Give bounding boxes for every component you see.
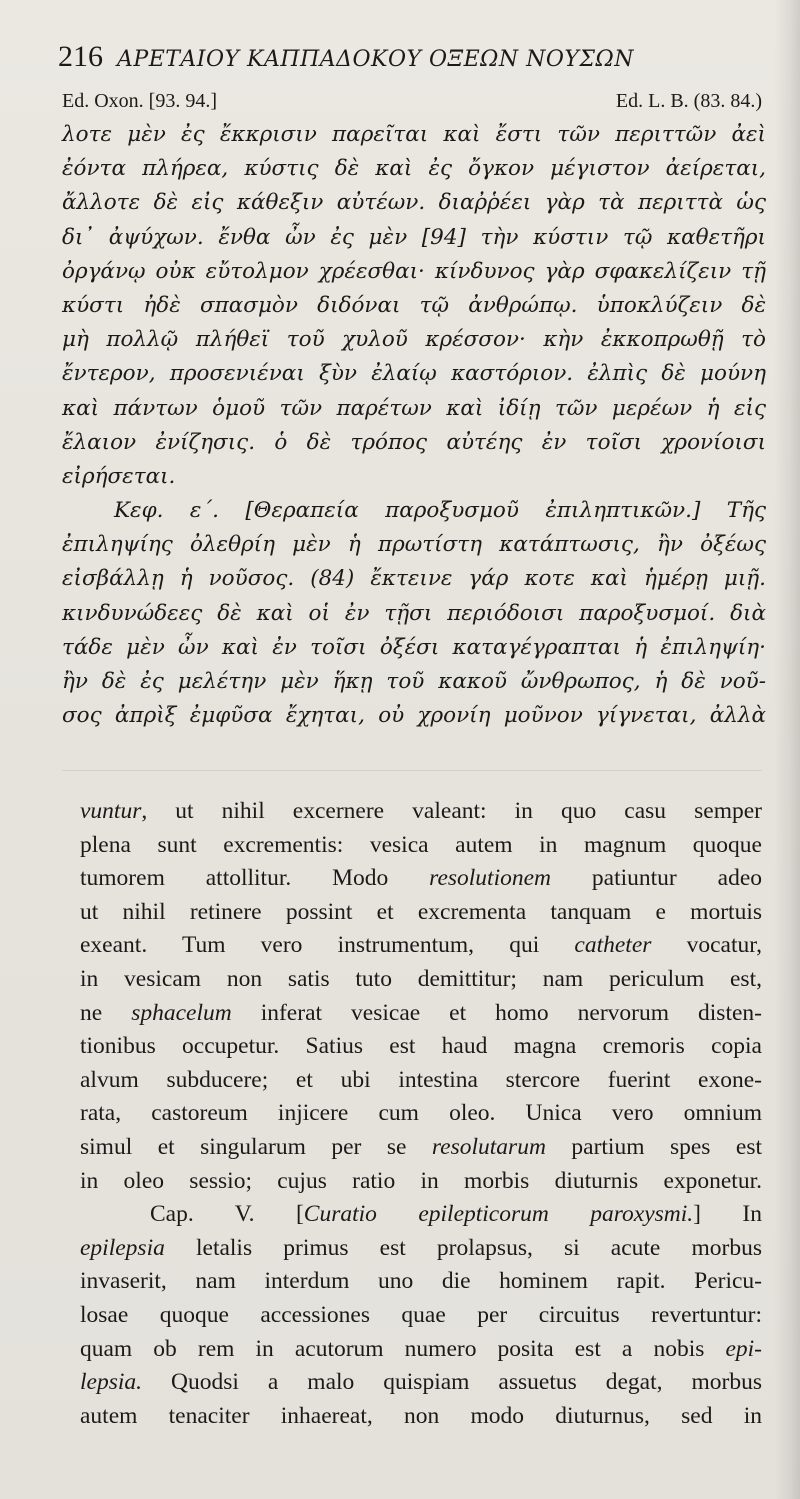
running-title: ΑΡΕΤΑΙΟΥ ΚΑΠΠΑΔΟΚΟΥ ΟΞΕΩΝ ΝΟΥΣΩΝ <box>117 47 634 72</box>
greek-line: καὶ πάντων ὁμοῦ τῶν παρέτων καὶ ἰδίῃ τῶν μερέων ἡ εἰς <box>62 395 766 421</box>
greek-line: ἔντερον, προσενιέναι ξὺν ἐλαίῳ καστόριον. ἐλπὶς δὲ μούνη <box>62 361 766 387</box>
latin-line: lepsia. Quodsi a malo quispiam assuetus degat, morbus <box>80 1369 762 1396</box>
greek-line: μὴ πολλῷ πλήθεϊ τοῦ χυλοῦ κρέσσον· κὴν ἐκκοπρωθῇ τὸ <box>62 327 766 353</box>
latin-line: quam ob rem in acutorum numero posita est a nobis epi- <box>80 1335 762 1362</box>
greek-chapter-heading-line: Κεφ. ε΄. [Θεραπεία παροξυσμοῦ ἐπιληπτικῶν.] Τῆς <box>114 498 766 524</box>
latin-line: invaserit, nam interdum uno die hominem rapit. Pericu- <box>80 1268 762 1295</box>
greek-line: ἢν δὲ ἐς μελέτην μὲν ἥκῃ τοῦ κακοῦ ὤνθρωπος, ἡ δὲ νοῦ- <box>62 669 766 694</box>
latin-line: exeant. Tum vero instrumentum, qui catheter vocatur, <box>80 932 762 959</box>
edition-lb-reference: Ed. L. B. (83. 84.) <box>615 90 762 112</box>
greek-line: ὀργάνῳ οὐκ εὔτολμον χρέεσθαι· κίνδυνος γὰρ σφακελίζειν τῇ <box>62 258 766 284</box>
latin-translation <box>80 795 762 1433</box>
latin-line: tionibus occupetur. Satius est haud magna cremoris copia <box>80 1033 762 1060</box>
latin-line: plena sunt excrementis: vesica autem in magnum quoque <box>80 831 762 858</box>
latin-line: epilepsia letalis primus est prolapsus, si acute morbus <box>80 1234 762 1261</box>
latin-line: losae quoque accessiones quae per circuitus revertuntur: <box>80 1301 762 1328</box>
latin-line: ut nihil retinere possint et excrementa tanquam e mortuis <box>80 898 762 925</box>
greek-line: δι᾿ ἀψύχων. ἔνθα ὦν ἐς μὲν [94] τὴν κύστιν τῷ καθετῆρι <box>62 224 766 250</box>
page-header <box>58 40 758 80</box>
latin-line: simul et singularum per se resolutarum partium spes est <box>80 1133 763 1160</box>
greek-line: τάδε μὲν ὦν καὶ ἐν τοῖσι ὀξέσι καταγέγραπται ἡ ἐπιληψίη· <box>62 634 766 660</box>
greek-text <box>62 118 766 733</box>
greek-line: κινδυνώδεες δὲ καὶ οἱ ἐν τῇσι περιόδοισι παροξυσμοί. διὰ <box>62 600 766 626</box>
greek-line: λοτε μὲν ἐς ἔκκρισιν παρεῖται καὶ ἔστι τῶν περιττῶν ἀεὶ <box>62 122 766 147</box>
latin-line: vuntur, ut nihil excernere valeant: in quo casu semper <box>80 798 762 824</box>
greek-line: εἰρήσεται. <box>62 463 176 489</box>
latin-line: in oleo sessio; cujus ratio in morbis diuturnis exponetur. <box>80 1167 762 1194</box>
latin-chapter-heading-line: Cap. V. [Curatio epilepticorum paroxysmi.] In <box>150 1201 762 1228</box>
latin-line: in vesicam non satis tuto demittitur; nam periculum est, <box>80 965 762 992</box>
page-number: 216 <box>58 40 103 73</box>
greek-line: εἰσβάλλῃ ἡ νοῦσος. (84) ἔκτεινε γάρ κοτε καὶ ἡμέρῃ μιῇ. <box>62 566 766 592</box>
greek-line: κύστι ἠδὲ σπασμὸν διδόναι τῷ ἀνθρώπῳ. ὑποκλύζειν δὲ <box>62 292 766 318</box>
greek-line: ἐόντα πλήρεα, κύστις δὲ καὶ ἐς ὄγκον μέγιστον ἀείρεται, <box>62 156 766 182</box>
edition-oxon-reference: Ed. Oxon. [93. 94.] <box>62 90 217 112</box>
latin-line: ne sphacelum inferat vesicae et homo nervorum disten- <box>80 999 762 1026</box>
greek-line: ἄλλοτε δὲ εἰς κάθεξιν αὐτέων. διαῤῥέει γὰρ τὰ περιττὰ ὡς <box>62 190 766 216</box>
greek-line: σος ἀπρὶξ ἐμφῦσα ἔχηται, οὐ χρονίη μοῦνον γίγνεται, ἀλλὰ <box>62 703 766 729</box>
greek-line: ἔλαιον ἐνίζησις. ὁ δὲ τρόπος αὐτέης ἐν τοῖσι χρονίοισι <box>62 429 766 455</box>
latin-line: autem tenaciter inhaereat, non modo diuturnus, sed in <box>80 1402 762 1429</box>
latin-line: alvum subducere; et ubi intestina stercore fuerint exone- <box>80 1066 762 1093</box>
greek-line: ἐπιληψίης ὀλεθρίη μὲν ἡ πρωτίστη κατάπτωσις, ἢν ὀξέως <box>62 532 766 558</box>
latin-line: tumorem attollitur. Modo resolutionem patiuntur adeo <box>80 865 762 892</box>
column-separator <box>62 770 762 771</box>
latin-line: rata, castoreum injicere cum oleo. Unica vero omnium <box>80 1100 762 1127</box>
spine-shadow <box>774 0 800 1499</box>
